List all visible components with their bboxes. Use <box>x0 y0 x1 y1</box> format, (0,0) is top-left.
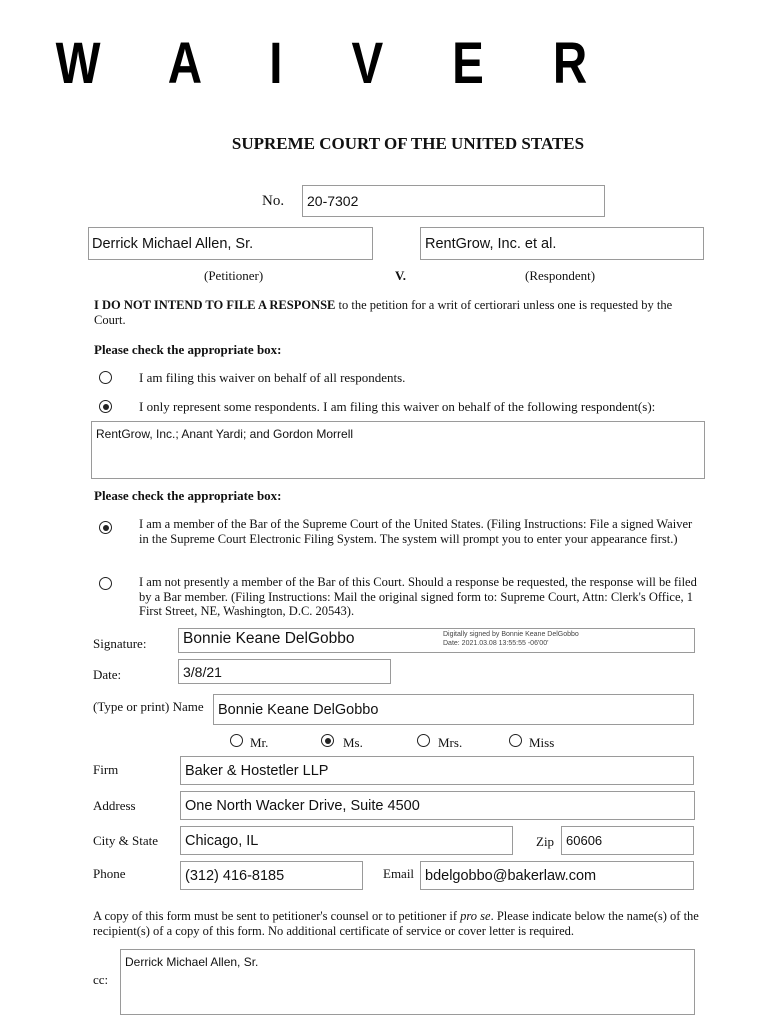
no-response-bold: I DO NOT INTEND TO FILE A RESPONSE <box>94 298 336 312</box>
bar-member-label: I am a member of the Bar of the Supreme Court of the United States. (Filing Instructions: File a signed Waiver in the Supreme Court Electronic Filing System. The system will prompt you to enter your appearance first.) <box>139 517 693 546</box>
section1-heading: Please check the appropriate box: <box>94 342 282 357</box>
title-mr-label: Mr. <box>250 735 269 750</box>
some-respondents-label: I only represent some respondents. I am filing this waiver on behalf of the following respondent(s): <box>139 399 656 414</box>
signature-field[interactable] <box>178 628 695 653</box>
digital-signature-line1: Digitally signed by Bonnie Keane DelGobbo <box>443 631 579 638</box>
signature-value: Bonnie Keane DelGobbo <box>183 630 355 647</box>
email-label: Email <box>383 866 415 881</box>
no-response-statement <box>94 298 704 327</box>
digital-signature-stamp <box>443 630 579 648</box>
form-title: W A I V E R <box>55 31 616 96</box>
date-label: Date: <box>93 667 122 682</box>
versus-label: V. <box>395 268 406 283</box>
not-bar-member-label: I am not presently a member of the Bar of this Court. Should a response be requested, the response will be filed by a Bar member. (Filing Instructions: Mail the original signed form to: Supreme Court, Attn: Clerk's Office, 1 First Street, NE, Washington, D.C. 20543). <box>139 575 697 618</box>
section2-heading: Please check the appropriate box: <box>94 488 282 503</box>
case-number-field[interactable]: 20-7302 <box>302 185 605 217</box>
all-respondents-label: I am filing this waiver on behalf of all respondents. <box>139 370 406 385</box>
cc-recipients-field[interactable]: Derrick Michael Allen, Sr. <box>120 949 695 1015</box>
service-notice-post: . Please indicate below the name(s) of the recipient(s) of a copy of this form. No additional certificate of service or cover letter is required. <box>93 909 699 938</box>
city-state-field[interactable]: Chicago, IL <box>180 826 513 855</box>
respondents-list-field[interactable]: RentGrow, Inc.; Anant Yardi; and Gordon Morrell <box>91 421 705 479</box>
all-respondents-radio[interactable] <box>99 371 112 384</box>
title-miss-radio[interactable] <box>509 734 522 747</box>
phone-field[interactable]: (312) 416-8185 <box>180 861 363 890</box>
title-miss-label: Miss <box>529 735 555 750</box>
case-number-label: No. <box>262 193 285 209</box>
digital-signature-line2: Date: 2021.03.08 13:55:55 -06'00' <box>443 640 549 647</box>
zip-label: Zip <box>536 834 555 849</box>
date-field[interactable]: 3/8/21 <box>178 659 391 684</box>
title-mrs-radio[interactable] <box>417 734 430 747</box>
service-notice <box>93 909 703 938</box>
petitioner-field[interactable]: Derrick Michael Allen, Sr. <box>88 227 373 260</box>
some-respondents-radio[interactable] <box>99 400 112 413</box>
bar-member-radio[interactable] <box>99 521 112 534</box>
firm-field[interactable]: Baker & Hostetler LLP <box>180 756 694 785</box>
address-field[interactable]: One North Wacker Drive, Suite 4500 <box>180 791 695 820</box>
petitioner-label: (Petitioner) <box>204 268 264 283</box>
city-state-label: City & State <box>93 833 158 848</box>
title-mrs-label: Mrs. <box>438 735 463 750</box>
address-label: Address <box>93 798 136 813</box>
cc-label: cc: <box>93 972 109 987</box>
no-response-rest: to the petition for a writ of certiorari unless one is requested by the Court. <box>94 298 673 327</box>
title-ms-radio[interactable] <box>321 734 334 747</box>
name-label: (Type or print) Name <box>93 699 204 714</box>
phone-label: Phone <box>93 866 126 881</box>
respondent-label: (Respondent) <box>525 268 596 283</box>
not-bar-member-radio[interactable] <box>99 577 112 590</box>
signature-label: Signature: <box>93 636 147 651</box>
court-name: SUPREME COURT OF THE UNITED STATES <box>231 134 585 153</box>
title-ms-label: Ms. <box>343 735 363 750</box>
service-notice-italic: pro se <box>460 909 491 923</box>
email-field[interactable]: bdelgobbo@bakerlaw.com <box>420 861 694 890</box>
title-mr-radio[interactable] <box>230 734 243 747</box>
name-field[interactable]: Bonnie Keane DelGobbo <box>213 694 694 725</box>
service-notice-pre: A copy of this form must be sent to petitioner's counsel or to petitioner if <box>93 909 461 923</box>
respondent-field[interactable]: RentGrow, Inc. et al. <box>420 227 704 260</box>
zip-field[interactable]: 60606 <box>561 826 694 855</box>
firm-label: Firm <box>93 762 119 777</box>
